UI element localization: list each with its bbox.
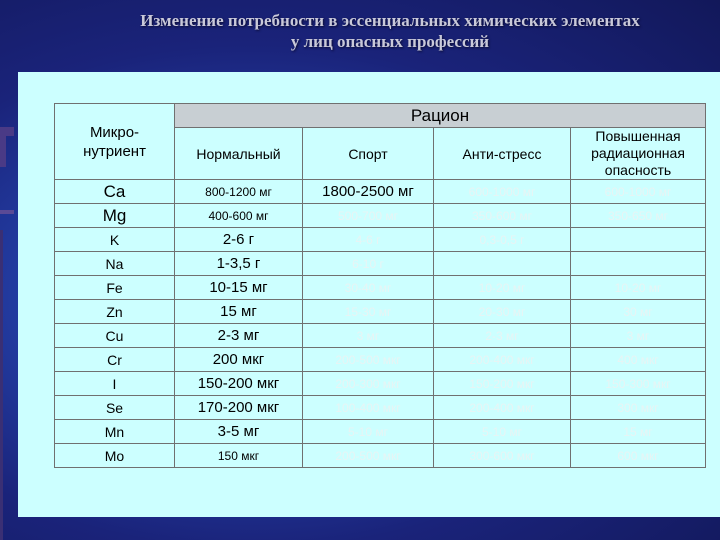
sport-cell: 3 мг bbox=[303, 324, 434, 348]
table-row bbox=[55, 228, 706, 252]
element-cell: Se bbox=[55, 396, 175, 420]
table-row bbox=[55, 180, 706, 204]
anti-stress-cell: 350-600 мг bbox=[434, 204, 571, 228]
column-header-sport: Спорт bbox=[303, 128, 434, 180]
element-cell: Mg bbox=[55, 204, 175, 228]
normal-cell: 800-1200 мг bbox=[175, 180, 303, 204]
nutrient-table bbox=[54, 103, 706, 468]
sport-cell: 500-700 мг bbox=[303, 204, 434, 228]
table-row bbox=[55, 348, 706, 372]
sport-cell: 200-500 мкг bbox=[303, 348, 434, 372]
radiation-cell: 150-300 мкг bbox=[571, 372, 706, 396]
element-cell: Fe bbox=[55, 276, 175, 300]
sport-cell: 5-10 мг bbox=[303, 420, 434, 444]
micronutrient-header-line-1: Микро- bbox=[89, 123, 140, 141]
table-row bbox=[55, 300, 706, 324]
anti-stress-cell: 10-20 мг bbox=[434, 276, 571, 300]
table-row bbox=[55, 204, 706, 228]
radiation-cell: 600-1000 мг bbox=[571, 180, 706, 204]
anti-stress-cell: 20-30 мг bbox=[434, 300, 571, 324]
table-row bbox=[55, 372, 706, 396]
sport-cell: 1800-2500 мг bbox=[303, 180, 434, 204]
sport-cell: 200-300 мкг bbox=[303, 372, 434, 396]
column-header-radiation: Повышенная радиационная опасность bbox=[571, 128, 706, 180]
table-row bbox=[55, 420, 706, 444]
normal-cell: 10-15 мг bbox=[175, 276, 303, 300]
element-cell: Zn bbox=[55, 300, 175, 324]
table-row bbox=[55, 252, 706, 276]
sport-cell: 6-10 г bbox=[303, 252, 434, 276]
element-cell: K bbox=[55, 228, 175, 252]
slide-title-line-1: Изменение потребности в эссенциальных химических элементах bbox=[140, 11, 640, 30]
sport-cell: 30-40 мг bbox=[303, 276, 434, 300]
normal-cell: 400-600 мг bbox=[175, 204, 303, 228]
radiation-cell: 350-650 мг bbox=[571, 204, 706, 228]
normal-cell: 170-200 мкг bbox=[175, 396, 303, 420]
normal-cell: 200 мкг bbox=[175, 348, 303, 372]
decor-column bbox=[0, 230, 3, 540]
decor-stripe bbox=[0, 127, 6, 167]
anti-stress-cell: 5-10 мг bbox=[434, 420, 571, 444]
radiation-cell bbox=[571, 228, 706, 252]
radiation-cell: 3 мг bbox=[571, 324, 706, 348]
sport-cell: 4-6 г bbox=[303, 228, 434, 252]
radiation-cell bbox=[571, 252, 706, 276]
anti-stress-cell: 150-200 мкг bbox=[434, 372, 571, 396]
micronutrient-header-line-2: нутриент bbox=[83, 142, 146, 160]
slide-title bbox=[90, 10, 690, 52]
element-cell: Ca bbox=[55, 180, 175, 204]
element-cell: Na bbox=[55, 252, 175, 276]
anti-stress-cell: 600-1000 мг bbox=[434, 180, 571, 204]
normal-cell: 1-3,5 г bbox=[175, 252, 303, 276]
micronutrient-header bbox=[55, 104, 175, 180]
table-row bbox=[55, 396, 706, 420]
table-row bbox=[55, 444, 706, 468]
column-header-anti-stress: Анти-стресс bbox=[434, 128, 571, 180]
sport-cell: 15-30 мг bbox=[303, 300, 434, 324]
anti-stress-cell bbox=[434, 252, 571, 276]
radiation-cell: 30 мг bbox=[571, 300, 706, 324]
anti-stress-cell: 200-400 мкг bbox=[434, 396, 571, 420]
ration-header: Рацион bbox=[175, 104, 706, 128]
radiation-cell: 600 мкг bbox=[571, 444, 706, 468]
anti-stress-cell: 0,3-0,5 г bbox=[434, 228, 571, 252]
normal-cell: 3-5 мг bbox=[175, 420, 303, 444]
radiation-cell: 15 мг bbox=[571, 420, 706, 444]
normal-cell: 150-200 мкг bbox=[175, 372, 303, 396]
radiation-cell: 400 мкг bbox=[571, 348, 706, 372]
element-cell: Mo bbox=[55, 444, 175, 468]
slide-title-line-2: у лиц опасных профессий bbox=[290, 32, 490, 51]
element-cell: Cu bbox=[55, 324, 175, 348]
normal-cell: 150 мкг bbox=[175, 444, 303, 468]
element-cell: Mn bbox=[55, 420, 175, 444]
radiation-cell: 300 мкг bbox=[571, 396, 706, 420]
decor-bar bbox=[0, 210, 14, 214]
sport-cell: 100-400 мкг bbox=[303, 396, 434, 420]
element-cell: I bbox=[55, 372, 175, 396]
radiation-cell: 10-20 мг bbox=[571, 276, 706, 300]
normal-cell: 2-6 г bbox=[175, 228, 303, 252]
normal-cell: 15 мг bbox=[175, 300, 303, 324]
normal-cell: 2-3 мг bbox=[175, 324, 303, 348]
anti-stress-cell: 300-600 мкг bbox=[434, 444, 571, 468]
sport-cell: 200-500 мкг bbox=[303, 444, 434, 468]
column-header-normal: Нормальный bbox=[175, 128, 303, 180]
anti-stress-cell: 2-3 мг bbox=[434, 324, 571, 348]
anti-stress-cell: 200-400 мкг bbox=[434, 348, 571, 372]
table-row bbox=[55, 324, 706, 348]
table-row bbox=[55, 276, 706, 300]
element-cell: Cr bbox=[55, 348, 175, 372]
